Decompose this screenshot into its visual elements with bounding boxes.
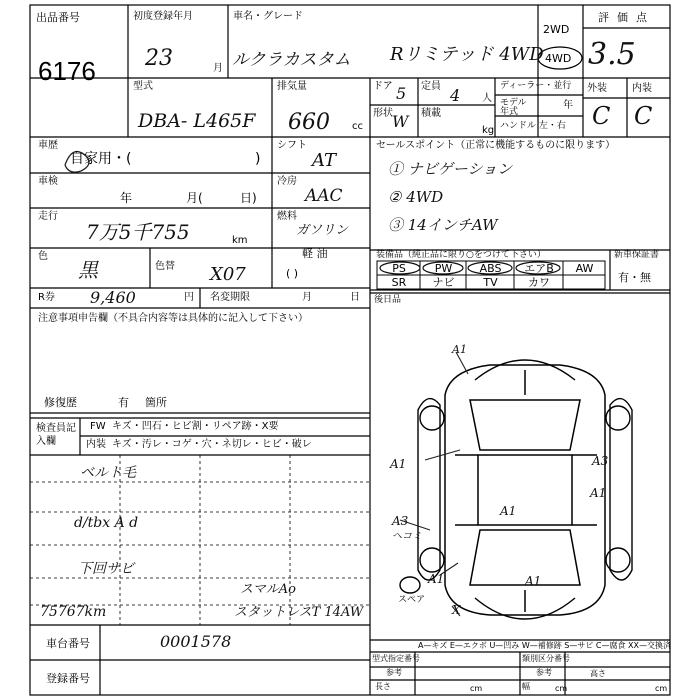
displacement: 660 [288,110,330,135]
name-change-month: 月 [302,292,312,303]
equip-tv: TV [483,276,498,289]
displacement-label: 排気量 [277,81,307,92]
fw-items: キズ・凹石・ヒビ割・リペア跡・X要 [112,421,279,432]
length-cm: cm [470,684,483,693]
ac-value: AAC [305,186,343,206]
damage-mark: ヘコミ [392,531,422,542]
model-year-label: モデル年式 [500,98,527,117]
height-cm: cm [655,684,668,693]
interior-row-label: 内装 [86,439,106,450]
chassis-value: 0001578 [160,632,232,651]
equipment-label: 装備品（純正品に限り○をつけて下さい） [376,250,546,260]
history-value: 自家用・( [70,151,132,167]
damage-mark: A3 [592,454,609,468]
chassis-label: 車台番号 [46,637,90,650]
fuel-label: 燃料 [277,211,297,222]
equip-aw: AW [575,262,594,275]
mileage-label: 走行 [38,211,58,222]
damage-mark: A3 [392,514,409,528]
repair-history-label: 修復歴 [44,396,77,409]
fuel-paren: ( ) [286,267,299,280]
dealer-label: ディーラー・並行 [500,81,572,91]
exterior-label: 外装 [587,83,607,94]
type-designation-label: 型式指定番号 [372,654,420,663]
model-label: 型式 [133,81,153,92]
repair-have: 有 [118,396,129,409]
sales-point-2: ② 4WD [388,188,444,206]
warranty-label: 新車保証書 [614,250,660,260]
reference-label: 参考 [386,668,402,677]
damage-mark: A1 [500,504,517,518]
spare-label: スペア [398,595,426,605]
sales-point-3: ③ 14インチAW [388,216,498,234]
shape-label: 形状 [373,108,393,119]
first-registration-label: 初度登録年月 [133,11,193,22]
grade: Rリミテッド 4WD [390,44,544,65]
cc-unit: cc [352,121,363,132]
equip-ps: PS [392,262,406,275]
door-label: ドア [373,81,393,92]
equip-sr: SR [391,276,407,289]
kg-unit: kg [482,125,495,136]
note-line-4: 75767km [40,604,107,620]
damage-mark: A1 [525,574,542,588]
km-unit: km [232,235,248,246]
shift-label: シフト [277,140,307,151]
note-line-3: 下回サビ [78,561,134,577]
height-label: 高さ [590,669,606,678]
equip-airbag: エアB [524,262,554,275]
damage-mark: A1 [452,343,467,356]
notes-label: 注意事項申告欄（不具合内容等は具体的に記入して下さい） [38,313,308,324]
note-line-1: ベルト毛 [80,465,136,481]
name-change-label: 名変期限 [210,292,250,303]
width-cm: cm [555,684,568,693]
handle-label: ハンドル 左・右 [500,121,566,131]
exterior-grade: C [592,102,611,130]
note-line-5: スマルAo [240,582,296,597]
classification-label: 類別区分番号 [522,654,570,663]
capacity-value: 4 [450,86,461,105]
damage-legend: A—キズ E—エクボ U—凹み W—補修跡 S—サビ C—腐食 XX—交換済 [418,641,672,650]
name-grade-label: 車名・グレード [233,11,303,22]
recycle-value: 9,460 [90,288,136,307]
width-label: 幅 [522,682,530,691]
drive-4wd: 4WD [545,52,572,65]
warranty-have: 有・無 [618,271,651,284]
recycle-label: R券 [38,292,55,303]
history-label: 車歴 [38,140,58,151]
door-value: 5 [396,84,407,103]
car-name: ルクラカスタム [232,50,351,70]
color-label: 色 [38,251,48,262]
lot-number-label: 出品番号 [36,11,80,24]
post-delivery-label: 後日品 [374,295,402,305]
note-line-6: スタットレスT 14AW [234,605,364,620]
sales-points-label: セールスポイント（正常に機能するものに限ります） [376,140,616,151]
repair-place: 箇所 [145,396,167,409]
registration-label: 登録番号 [46,672,90,685]
note-line-2: d/tbx A d [74,515,139,531]
inspection-month: 月( [186,191,203,205]
inspection-day: 日) [240,191,257,205]
equip-abs: ABS [479,262,502,275]
shift-value: AT [312,150,337,171]
damage-mark: A1 [590,486,607,500]
interior-label: 内装 [632,83,652,94]
lot-number: 6176 [38,56,96,86]
color-change-label: 色替 [155,261,175,272]
load-label: 積載 [421,108,441,119]
name-change-day: 日 [350,292,360,303]
color-code: X07 [210,264,246,285]
fw-label: FW [90,421,106,432]
month-unit: 月 [213,63,223,74]
fuel-light: 軽 油 [302,247,328,260]
yen-unit: 円 [184,292,194,303]
reference-label-2: 参考 [536,668,552,677]
equip-navi: ナビ [432,276,455,289]
mileage-value: 7万5千755 [86,220,190,244]
capacity-label: 定員 [421,81,441,92]
inspector-label: 検査員記入欄 [36,423,76,447]
color-value: 黒 [78,258,98,282]
first-registration-year: 23 [145,46,173,71]
capacity-unit: 人 [482,93,492,104]
equip-pw: PW [434,262,453,275]
sales-point-1: ① ナビゲーション [388,160,513,178]
fuel-value: ガソリン [296,223,349,238]
length-label: 長さ [375,682,391,691]
model: DBA- L465F [138,110,256,132]
ac-label: 冷房 [277,176,297,187]
inspection-year: 年 [120,191,133,205]
score: 3.5 [588,37,636,72]
damage-mark: X [452,603,461,617]
damage-mark: A1 [390,457,407,471]
inspection-label: 車検 [38,176,58,187]
interior-grade: C [634,102,653,130]
damage-mark: A1 [428,572,445,586]
shape-value: W [392,112,409,131]
drive-2wd: 2WD [543,23,570,36]
score-label: 評価点 [598,11,655,24]
history-close: ) [255,151,261,167]
interior-items: キズ・汚レ・コゲ・穴・ネ切レ・ヒビ・破レ [112,439,312,450]
year-unit: 年 [563,100,573,111]
equip-leather: カワ [528,276,550,289]
